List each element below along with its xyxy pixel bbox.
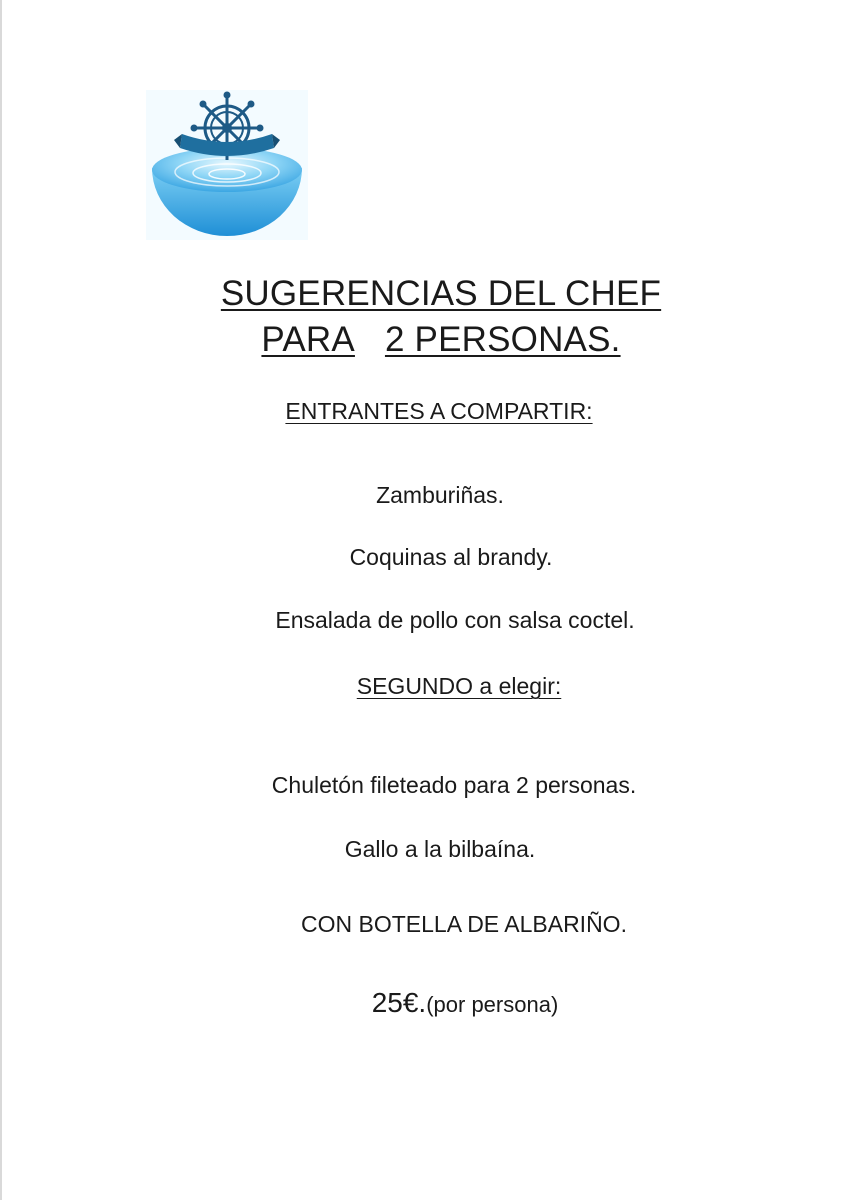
starter-item: Zamburiñas.	[376, 482, 504, 508]
main-item: Gallo a la bilbaína.	[344, 836, 536, 862]
starter-item: Coquinas al brandy.	[349, 544, 553, 570]
price-amount: 25€.	[371, 987, 427, 1018]
main-item: Chuletón fileteado para 2 personas.	[271, 772, 637, 798]
mains-heading: SEGUNDO a elegir:	[356, 673, 562, 699]
price-note: (por persona)	[426, 992, 559, 1017]
starter-item: Ensalada de pollo con salsa coctel.	[275, 607, 635, 633]
price	[372, 987, 559, 1019]
starters-heading: ENTRANTES A COMPARTIR:	[285, 398, 593, 424]
menu-title-persons: 2 PERSONAS.	[384, 320, 621, 359]
ship-wheel-water-logo-icon	[146, 90, 308, 240]
menu-title-para: PARA	[261, 320, 355, 359]
restaurant-logo	[146, 90, 308, 240]
page-left-edge	[0, 0, 2, 1200]
drink-included: CON BOTELLA DE ALBARIÑO.	[301, 911, 627, 937]
menu-title-line1: SUGERENCIAS DEL CHEF	[220, 274, 662, 313]
menu-title-line2	[261, 320, 620, 360]
